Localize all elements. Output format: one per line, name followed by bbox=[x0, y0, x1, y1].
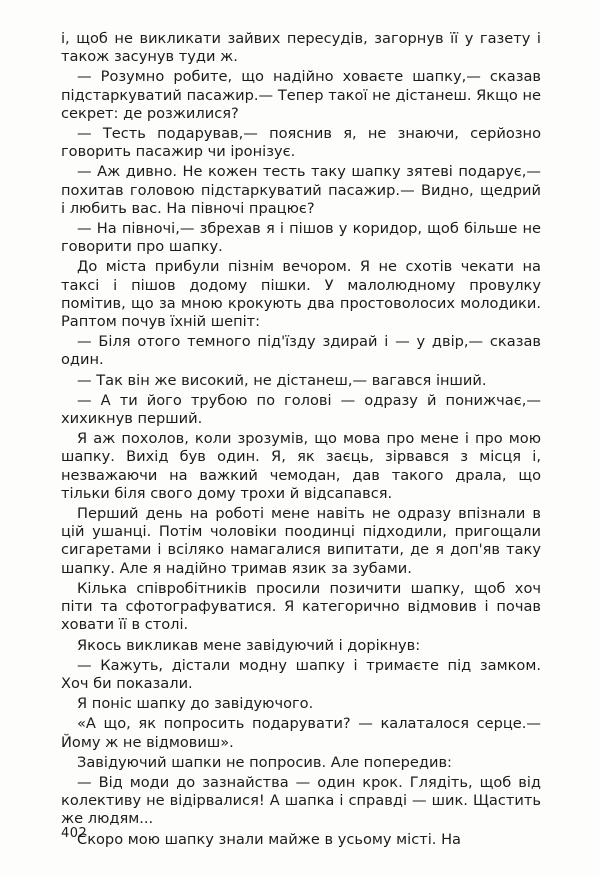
paragraph: Я аж похолов, коли зрозумів, що мова про мене і про мою шапку. Вихід був один. Я, як заєць, зірвався з місця і, незважаючи на важкий чемодан, дав такого драла, що тільки біля свого дому трохи й відсапався. bbox=[61, 430, 541, 502]
paragraph: Я поніс шапку до завідуючого. bbox=[77, 695, 314, 713]
paragraph: Кілька співробітників просили позичити шапку, щоб хоч піти та сфотографуватися. Я категорично відмовив і почав ховати її в столі. bbox=[61, 579, 541, 634]
paragraph: Перший день на роботі мене навіть не одразу впізнали в цій ушанці. Потім чоловіки поодинці підходили, пригощали сигаретами і всіляко намагалися випитати, де я доп'яв таку шапку. Але я надійно тримав язик за зубами. bbox=[61, 505, 541, 577]
paragraph: — Біля отого темного під'їзду здирай і — у двір,— сказав один. bbox=[61, 333, 541, 369]
paragraph: — Аж дивно. Не кожен тесть таку шапку зятеві подарує,— похитав головою підстаркуватий пасажир.— Видно, щедрий і любить вас. На півночі працює? bbox=[61, 163, 541, 217]
paragraph: «А що, як попросить подарувати? — калаталося серце.— Йому ж не відмовиш». bbox=[61, 715, 541, 751]
paragraph: — Так він же високий, не дістанеш,— вагався інший. bbox=[77, 371, 487, 389]
paragraph: Якось викликав мене завідуючий і дорікнув: bbox=[77, 636, 421, 654]
body-text bbox=[61, 30, 541, 851]
paragraph: До міста прибули пізнім вечором. Я не схотів чекати на таксі і пішов додому пішки. У малолюдному провулку помітив, що за мною крокують два простоволосих молодики. Раптом почув їхній шепіт: bbox=[61, 258, 541, 331]
paragraph: і, щоб не викликати зайвих пересудів, загорнув її у газету і також засунув туди ж. bbox=[61, 30, 541, 66]
paragraph: Скоро мою шапку знали майже в усьому місті. На bbox=[77, 830, 462, 848]
paragraph: — Від моди до зазнайства — один крок. Глядіть, щоб від колективу не відірвалися! А шапка і справді — шик. Щастить же людям... bbox=[61, 773, 541, 828]
paragraph: — Розумно робите, що надійно ховаєте шапку,— сказав підстаркуватий пасажир.— Тепер такої не дістанеш. Якщо не секрет: де розжилися? bbox=[61, 68, 541, 122]
page-number: 402 bbox=[61, 826, 88, 841]
paragraph: — Кажуть, дістали модну шапку і тримаєте під замком. Хоч би показали. bbox=[61, 656, 541, 692]
paragraph: — А ти його трубою по голові — одразу й понижчає,— хихикнув перший. bbox=[61, 391, 541, 428]
paragraph: — На півночі,— збрехав я і пішов у коридор, щоб більше не говорити про шапку. bbox=[61, 220, 541, 256]
paragraph: — Тесть подарував,— пояснив я, не знаючи, серйозно говорить пасажир чи іронізує. bbox=[61, 125, 541, 161]
paragraph: Завідуючий шапки не попросив. Але попередив: bbox=[77, 753, 452, 771]
